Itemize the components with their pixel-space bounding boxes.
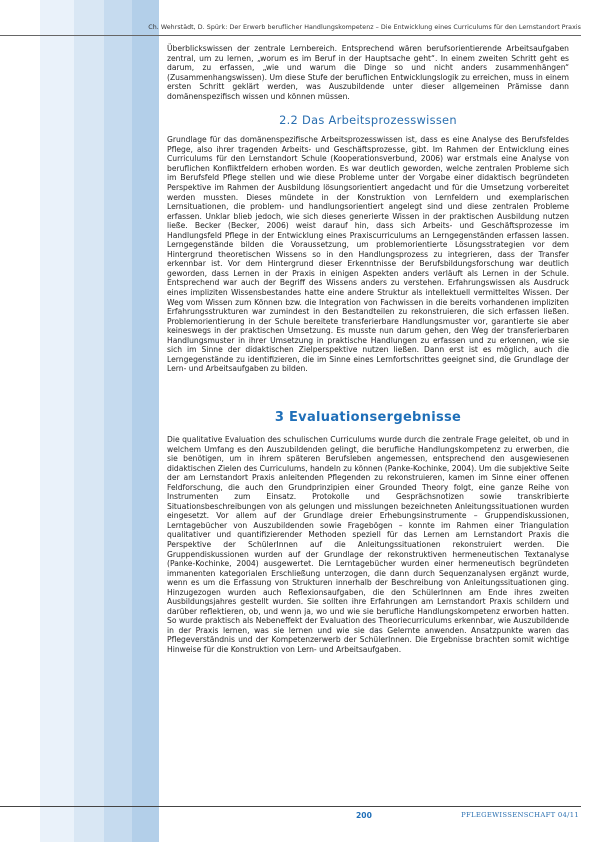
running-head: Ch. Wehrstädt, D. Spürk: Der Erwerb beruflicher Handlungskompetenz – Die Entwicklung eines Curriculums für den Lernstandort Praxis <box>148 24 581 31</box>
intro-paragraph: Überblickswissen der zentrale Lernbereich. Entsprechend wären berufsorientierende Arbeitsaufgaben zentral, um zu lernen, „worum es im Beruf in der Hauptsache geht“. In einem zweiten Schritt geht es darum, zu erfassen, „wie und warum die Dinge so und nicht anders zusammenhängen“ (Zusammenhangswissen). Um diese Stufe der beruflichen Entwicklungslogik zu erreichen, muss in einem ersten Schritt geklärt werden, was Auszubildende unter dieser allgemeinen Prämisse dann domänenspezifisch wissen und können müssen. <box>167 44 569 101</box>
article-body <box>167 44 569 655</box>
margin-band-2 <box>40 0 74 842</box>
margin-band-4 <box>104 0 132 842</box>
section-heading-2-2: 2.2 Das Arbeitsprozesswissen <box>279 113 457 128</box>
header-rule <box>0 35 581 36</box>
section-2-2-paragraph: Grundlage für das domänenspezifische Arbeitsprozesswissen ist, dass es eine Analyse des Berufsfeldes Pflege, also ihrer tragenden Arbeits- und Geschäftsprozesse, gibt. Im Rahmen der Entwicklung eines Curriculums für den Lernstandort Schule (Kooperationsverbund, 2006) war erstmals eine Analyse von beruflichen Konfliktfeldern erhoben worden. Es war deutlich geworden, welche zentralen Probleme sich im Berufsfeld Pflege stellen und wie diese Probleme unter der Vorgabe einer didaktisch begründeten Perspektive im Rahmen der Ausbildung lösungsorientiert angedacht und für die Umsetzung vorbereitet werden mussten. Dieses mündete in der Konstruktion von Lernfeldern und exemplarischen Lernsituationen, die problem- und handlungsorientiert angelegt sind und diese zentralen Probleme erfassen. Unklar blieb jedoch, wie sich dieses generierte Wissen in der praktischen Ausbildung nutzen ließe. Becker (Becker, 2006) weist darauf hin, dass sich Arbeits- und Geschäftsprozesse im Handlungsfeld Pflege in der Entwicklung eines Praxiscurriculums an Lerngegenständen erfassen lassen. Lerngegenstände bilden die Voraussetzung, um problemorientierte Lösungsstrategien vor dem Hintergrund theoretischen Wissens so in den Handlungsprozess zu integrieren, dass der Transfer erkennbar ist. Vor dem Hintergrund dieser Erkenntnisse der Berufsbildungsforschung war deutlich geworden, dass Lernen in der Praxis in einigen Aspekten anders verläuft als Lernen in der Schule. Entsprechend war auch der Begriff des Wissens anders zu verstehen. Erfahrungswissen als Ausdruck eines impliziten Wissensbestandes hatte eine andere Struktur als intellektuell vermitteltes Wissen. Der Weg vom Wissen zum Können bzw. die Integration von Fachwissen in die bereits vorhandenen impliziten Erfahrungsstrukturen war zumindest in den Bestandteilen zu rekonstruieren, die sich erfassen ließen. Problemorientierung in der Schule bereitete transferierbare Handlungsmuster vor, garantierte sie aber keineswegs in der praktischen Umsetzung. Es musste nun darum gehen, den Weg der transferierbaren Handlungsmuster in ihrer Umsetzung in praktische Handlungen zu erfassen und zu erkennen, wie sie sich im Sinne der didaktischen Zielperspektive nutzen ließen. Dann erst ist es möglich, auch die Lerngegenstände zu identifizieren, die im Sinne eines Lernfortschrittes geeignet sind, die Grundlage der Lern- und Arbeitsaufgaben zu bilden. <box>167 135 569 374</box>
margin-band-1 <box>0 0 40 842</box>
footer-rule <box>0 806 581 807</box>
section-3-paragraph: Die qualitative Evaluation des schulischen Curriculums wurde durch die zentrale Frage geleitet, ob und in welchem Umfang es den Auszubildenden gelingt, die berufliche Handlungskompetenz zu erwerben, die sie benötigen, um in ihrem späteren Berufsleben angemessen, entsprechend den ausgewiesenen didaktischen Zielen des Curriculums, handeln zu können (Panke-Kochinke, 2004). Um die subjektive Seite der am Lernstandort Praxis anleitenden Pflegenden zu rekonstruieren, kamen im Sinne einer offenen Feldforschung, die auch den Grundprinzipien einer Grounded Theory folgt, eine ganze Reihe von Instrumenten zum Einsatz. Protokolle und Gesprächsnotizen sowie transkribierte Situationsbeschreibungen von als gelungen und misslungen bezeichneten Anleitungssituationen wurden eingesetzt. Vor allem auf der Grundlage dreier Erhebungsinstrumente – Gruppendiskussionen, Lerntagebücher von Auszubildenden sowie Fragebögen – konnte im Rahmen einer Triangulation qualitativer und quantifizierender Methoden speziell für das Lernen am Lernstandort Praxis die Perspektive der SchülerInnen auf die Anleitungssituationen rekonstruiert werden. Die Gruppendiskussionen wurden auf der Grundlage der rekonstruktiven hermeneutischen Textanalyse (Panke-Kochinke, 2004) ausgewertet. Die Lerntagebücher wurden einer hermeneutisch begründeten immanenten kategorialen Erschließung unterzogen, die dann durch Sequenzanalysen ergänzt wurde, wenn es um die Erfassung von Strukturen innerhalb der Beschreibung von Anleitungssituationen ging. Hinzugezogen wurden auch Reflexionsaufgaben, die den SchülerInnen am Ende ihres zweiten Ausbildungsjahres gestellt wurden. Sie sollten ihre Erfahrungen am Lernstandort Praxis schildern und darüber reflektieren, ob, und wenn ja, wo und wie sie berufliche Handlungskompetenz erworben hatten. So wurde praktisch als Nebeneffekt der Evaluation des Theoriecurriculums erkennbar, wie Auszubildende in der Praxis lernen, was sie lernen und wie sie das Gelernte anwenden. Ansatzpunkte waren das Pflegeverständnis und der Kompetenzerwerb der SchülerInnen. Die Ergebnisse brachten somit wichtige Hinweise für die Konstruktion von Lern- und Arbeitsaufgaben. <box>167 434 569 654</box>
margin-band-3 <box>74 0 104 842</box>
journal-name: PFLEGEWISSENSCHAFT 04/11 <box>461 811 579 819</box>
margin-band-5 <box>132 0 159 842</box>
page-number: 200 <box>356 811 372 820</box>
section-heading-3: 3 Evaluationsergebnisse <box>274 409 462 425</box>
